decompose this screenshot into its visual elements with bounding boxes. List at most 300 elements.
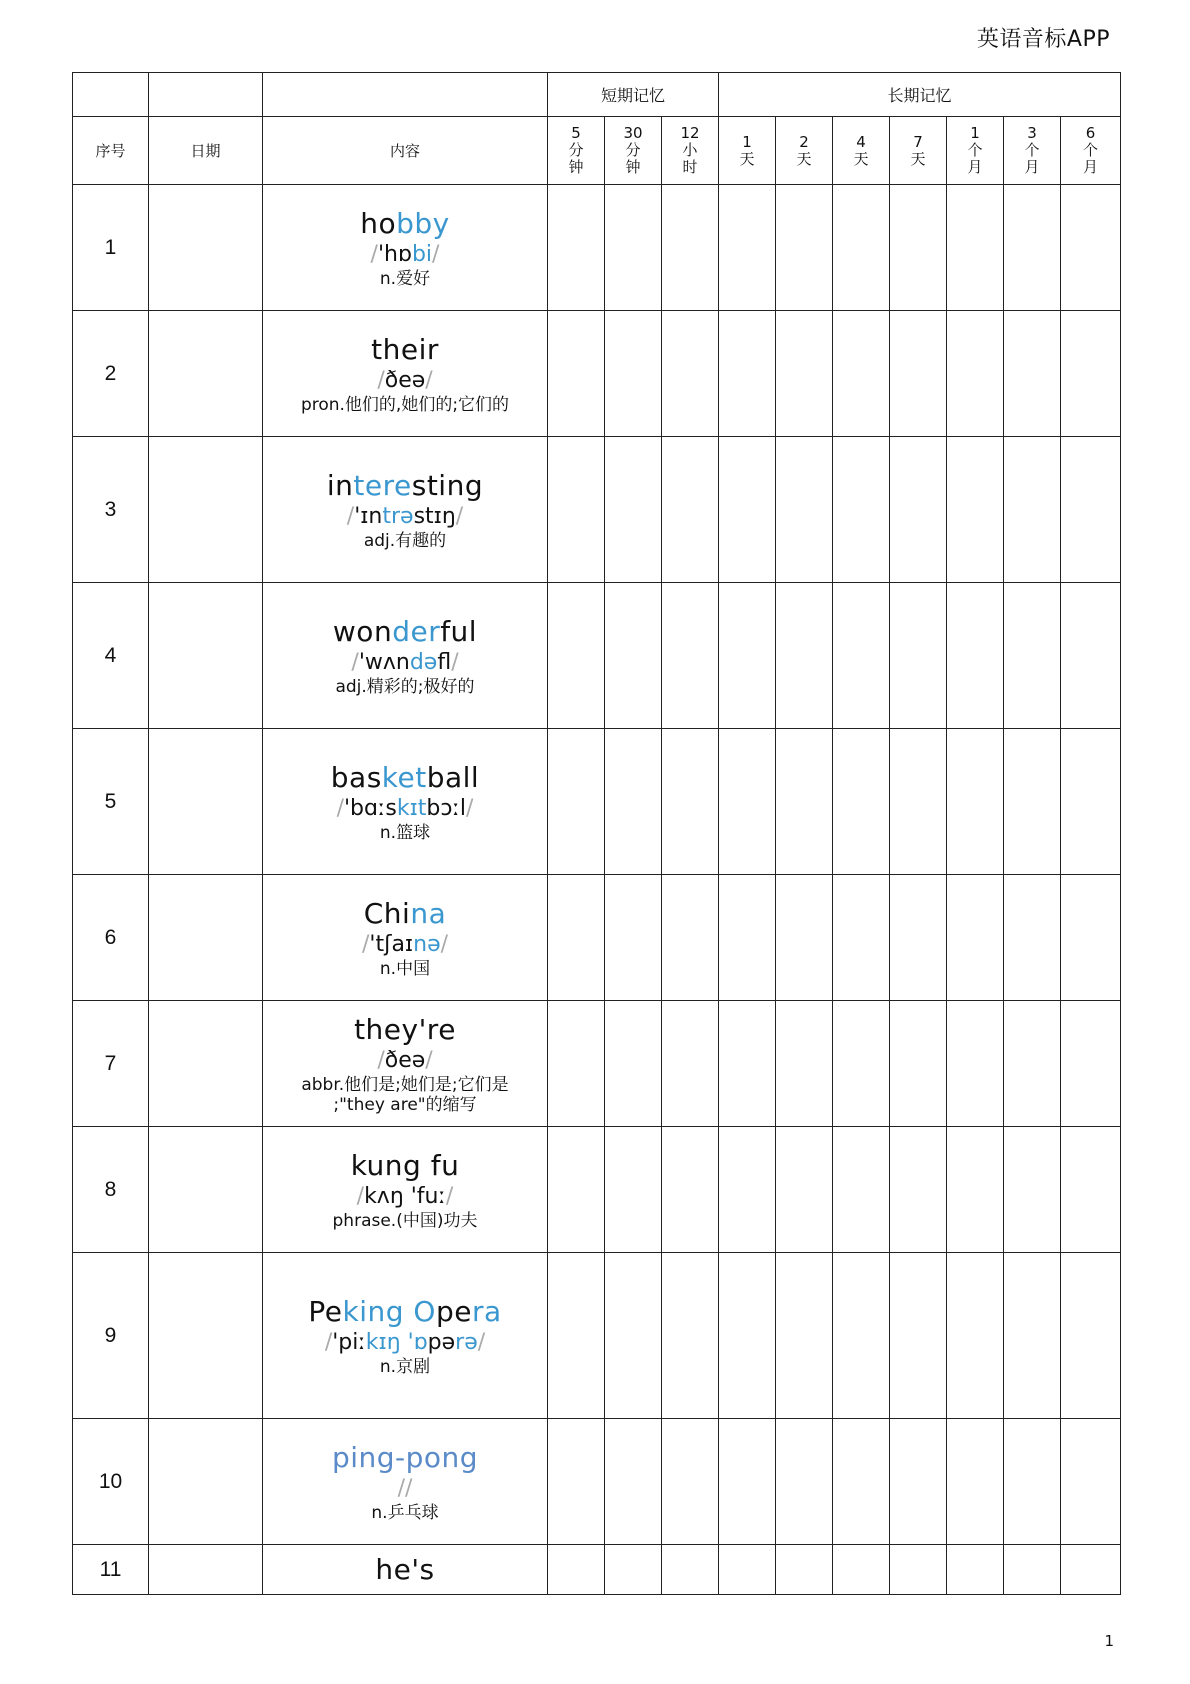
header-interval-line: 月 [1024,158,1040,176]
word-segment: king [342,1294,404,1328]
review-check-cell[interactable] [890,583,947,729]
word-segment: ball [426,760,480,794]
review-check-cell[interactable] [548,437,605,583]
phonetic-segment: 'tʃaɪ [369,931,414,957]
header-interval-line: 4 [856,132,866,151]
review-check-cell[interactable] [1061,583,1121,729]
row-index: 5 [73,729,149,875]
table-row [73,1253,1121,1419]
header-interval-line: 钟 [568,158,584,176]
review-check-cell[interactable] [548,875,605,1001]
review-check-cell[interactable] [719,729,776,875]
phonetic-slash: / [351,649,359,675]
row-index: 3 [73,437,149,583]
date-cell[interactable] [149,1127,263,1253]
header-date: 日期 [149,117,263,185]
review-check-cell[interactable] [947,1419,1004,1545]
header-interval [947,117,1004,185]
phonetic-slash: / [445,1183,454,1209]
phonetic-segment: trə [382,503,414,529]
header-interval [1061,117,1121,185]
review-check-cell[interactable] [662,311,719,437]
meaning-text: n.爱好 [379,268,431,289]
review-check-cell[interactable] [890,1419,947,1545]
phonetic-segment: də [409,649,438,675]
review-check-cell[interactable] [890,1127,947,1253]
memory-review-table [72,72,1121,1595]
review-check-cell[interactable] [947,1253,1004,1419]
review-check-cell[interactable] [776,1545,833,1595]
phonetic-slash: / [440,931,449,957]
review-check-cell[interactable] [1061,1127,1121,1253]
phonetic-segment: ðeə [384,367,426,393]
review-check-cell[interactable] [548,311,605,437]
review-check-cell[interactable] [833,1127,890,1253]
review-check-cell[interactable] [1061,1253,1121,1419]
review-check-cell[interactable] [1004,311,1061,437]
word-text [263,761,547,795]
phonetic-segment: stɪŋ [413,503,456,529]
review-check-cell[interactable] [719,1545,776,1595]
review-check-cell[interactable] [548,583,605,729]
review-check-cell[interactable] [605,875,662,1001]
review-check-cell[interactable] [947,185,1004,311]
date-cell[interactable] [149,1545,263,1595]
header-interval-line: 月 [1083,158,1099,176]
word-segment: bas [330,760,382,794]
header-interval-line: 1 [742,132,752,151]
review-check-cell[interactable] [947,1001,1004,1127]
date-cell[interactable] [149,1001,263,1127]
review-check-cell[interactable] [1061,1419,1121,1545]
phonetic-segment: 'ɪn [354,503,383,529]
header-interval-line: 分 [568,141,584,159]
review-check-cell[interactable] [1004,437,1061,583]
date-cell[interactable] [149,437,263,583]
word-segment: na [410,896,447,930]
review-check-cell[interactable] [1061,185,1121,311]
review-check-cell[interactable] [890,311,947,437]
phonetic-text [263,1183,547,1211]
header-interval-line: 个 [1083,141,1099,159]
review-check-cell[interactable] [890,1545,947,1595]
review-check-cell[interactable] [605,1001,662,1127]
meaning-text: ;"they are"的缩写 [333,1094,477,1115]
phonetic-segment: 'hɒ [377,241,412,267]
review-check-cell[interactable] [662,1419,719,1545]
row-index: 7 [73,1001,149,1127]
review-check-cell[interactable] [662,437,719,583]
review-check-cell[interactable] [1004,729,1061,875]
review-check-cell[interactable] [890,185,947,311]
review-check-cell[interactable] [947,729,1004,875]
phonetic-segment [401,1330,408,1355]
review-check-cell[interactable] [776,1001,833,1127]
phonetic-slash: / [465,795,474,821]
review-check-cell[interactable] [833,311,890,437]
phonetic-segment: 'ɒ [407,1329,428,1355]
date-cell[interactable] [149,185,263,311]
phonetic-slash: / [425,367,433,393]
review-check-cell[interactable] [1004,875,1061,1001]
phonetic-slash: / [432,241,440,267]
review-check-cell[interactable] [833,185,890,311]
phonetic-slash: / [455,503,464,529]
phonetic-segment: bɔːl [426,795,466,821]
review-check-cell[interactable] [605,1419,662,1545]
review-check-cell[interactable] [776,875,833,1001]
header-index: 序号 [73,117,149,185]
meaning-text: n.京剧 [379,1356,431,1377]
meaning-text: pron.他们的,她们的;它们的 [300,394,510,415]
header-blank-cell [263,73,548,117]
review-check-cell[interactable] [662,1127,719,1253]
phonetic-slash: / [377,367,385,393]
header-interval-line: 6 [1085,124,1096,142]
phonetic-slash: / [405,1475,413,1501]
row-index: 2 [73,311,149,437]
word-segment: he's [375,1552,435,1586]
review-check-cell[interactable] [548,1545,605,1595]
header-interval [548,117,605,185]
header-interval-line: 2 [799,132,809,151]
phonetic-segment: fl [437,649,452,675]
review-check-cell[interactable] [947,583,1004,729]
table-row [73,1127,1121,1253]
table-row [73,1545,1121,1595]
review-check-cell[interactable] [719,1253,776,1419]
header-column-row [73,117,1121,185]
header-interval [833,117,890,185]
phonetic-text [263,1329,547,1357]
review-check-cell[interactable] [662,1253,719,1419]
word-segment: bby [396,206,450,240]
content-cell [263,311,548,437]
review-check-cell[interactable] [776,185,833,311]
review-check-cell[interactable] [548,1253,605,1419]
phonetic-segment: pə [427,1329,456,1355]
phonetic-text [263,241,547,269]
content-cell [263,1001,548,1127]
date-cell[interactable] [149,311,263,437]
table-row [73,437,1121,583]
header-long-term: 长期记忆 [719,73,1121,117]
meaning-text: abbr.他们是;她们是;它们是 [301,1074,509,1095]
review-check-cell[interactable] [776,311,833,437]
review-check-cell[interactable] [605,185,662,311]
word-text [263,1441,547,1475]
word-text [263,1553,547,1587]
review-check-cell[interactable] [719,583,776,729]
word-segment: pe [435,1294,472,1328]
phonetic-segment: bi [411,241,433,267]
word-segment: ket [381,760,427,794]
phonetic-slash: / [477,1329,486,1355]
phonetic-segment: ðeə [384,1047,426,1073]
header-interval-line: 天 [910,149,926,168]
header-interval-line: 3 [1027,124,1037,142]
header-interval-line: 月 [967,158,983,176]
phonetic-text [263,931,547,959]
review-check-cell[interactable] [662,729,719,875]
review-check-cell[interactable] [776,729,833,875]
word-segment: ping-pong [331,1440,479,1474]
content-cell [263,437,548,583]
row-index: 1 [73,185,149,311]
review-check-cell[interactable] [662,583,719,729]
header-interval [776,117,833,185]
date-cell[interactable] [149,1253,263,1419]
phonetic-slash: / [370,241,378,267]
phonetic-segment: rə [455,1329,478,1355]
word-segment: ful [440,614,478,648]
word-segment: kung fu [350,1148,460,1182]
row-index: 11 [73,1545,149,1595]
review-check-cell[interactable] [605,583,662,729]
phonetic-segment: kɪŋ [365,1329,401,1355]
word-text [263,333,547,367]
phonetic-slash: / [451,649,459,675]
review-check-cell[interactable] [776,583,833,729]
word-text [263,897,547,931]
review-check-cell[interactable] [1004,583,1061,729]
review-check-cell[interactable] [1004,1419,1061,1545]
header-interval [605,117,662,185]
review-check-cell[interactable] [1004,185,1061,311]
header-interval-line: 天 [796,149,812,168]
review-check-cell[interactable] [1004,1253,1061,1419]
review-check-cell[interactable] [1061,1001,1121,1127]
review-check-cell[interactable] [548,185,605,311]
review-check-cell[interactable] [947,1545,1004,1595]
word-segment: Pe [308,1294,343,1328]
meaning-text: adj.有趣的 [363,530,447,551]
review-check-cell[interactable] [890,1253,947,1419]
word-text [263,1149,547,1183]
header-interval [719,117,776,185]
header-interval-line: 12 [680,124,700,142]
review-check-cell[interactable] [719,1001,776,1127]
review-check-cell[interactable] [833,583,890,729]
review-check-cell[interactable] [890,1001,947,1127]
header-interval [662,117,719,185]
review-check-cell[interactable] [947,311,1004,437]
header-interval-line: 天 [853,149,869,168]
table-row [73,875,1121,1001]
phonetic-segment: 'wʌn [358,649,410,675]
phonetic-slash: / [397,1475,405,1501]
review-check-cell[interactable] [1061,437,1121,583]
review-check-cell[interactable] [548,729,605,875]
table-body [73,185,1121,1595]
word-segment: they're [354,1012,456,1046]
header-interval [890,117,947,185]
content-cell [263,185,548,311]
word-segment: sting [411,468,484,502]
phonetic-text [263,1475,547,1503]
word-segment: tere [353,468,412,502]
phonetic-segment: 'piː [332,1329,366,1355]
word-text [263,469,547,503]
review-check-cell[interactable] [833,1253,890,1419]
meaning-text: phrase.(中国)功夫 [332,1210,478,1231]
header-blank-cell [73,73,149,117]
date-cell[interactable] [149,583,263,729]
header-interval-line: 天 [739,149,755,168]
header-interval-line: 1 [970,124,980,142]
review-check-cell[interactable] [662,1001,719,1127]
row-index: 6 [73,875,149,1001]
phonetic-slash: / [336,795,344,821]
word-segment: O [413,1294,436,1328]
date-cell[interactable] [149,875,263,1001]
word-segment: Chi [363,896,411,930]
header-interval-line: 时 [682,158,698,176]
review-check-cell[interactable] [890,875,947,1001]
review-check-cell[interactable] [776,1253,833,1419]
review-check-cell[interactable] [719,875,776,1001]
content-cell [263,1127,548,1253]
table-row [73,311,1121,437]
review-check-cell[interactable] [1061,311,1121,437]
content-cell [263,1419,548,1545]
phonetic-slash: / [356,1183,365,1209]
header-content: 内容 [263,117,548,185]
review-check-cell[interactable] [890,729,947,875]
row-index: 10 [73,1419,149,1545]
page-number: 1 [1104,1632,1114,1650]
word-segment: their [371,332,439,366]
review-check-cell[interactable] [605,1127,662,1253]
word-text [263,615,547,649]
table-row [73,583,1121,729]
meaning-text: n.篮球 [379,822,431,843]
header-interval-line: 5 [571,124,581,142]
review-check-cell[interactable] [833,1001,890,1127]
phonetic-text [263,795,547,823]
word-segment: ra [471,1294,502,1328]
review-check-cell[interactable] [776,1419,833,1545]
review-check-cell[interactable] [1004,1001,1061,1127]
review-check-cell[interactable] [662,875,719,1001]
phonetic-segment: nə [413,931,441,957]
review-check-cell[interactable] [833,1419,890,1545]
review-check-cell[interactable] [833,729,890,875]
review-check-cell[interactable] [719,437,776,583]
word-text [263,1295,547,1329]
content-cell [263,875,548,1001]
word-text [263,207,547,241]
phonetic-segment: kʌŋ 'fuː [364,1183,446,1209]
phonetic-slash: / [361,931,370,957]
review-check-cell[interactable] [1061,729,1121,875]
review-check-cell[interactable] [947,1127,1004,1253]
word-segment: in [326,468,354,502]
review-check-cell[interactable] [548,1419,605,1545]
header-group-row [73,73,1121,117]
review-check-cell[interactable] [605,1545,662,1595]
review-check-cell[interactable] [548,1001,605,1127]
phonetic-slash: / [324,1329,333,1355]
word-segment: der [392,614,441,648]
phonetic-slash: / [346,503,355,529]
review-check-cell[interactable] [719,1127,776,1253]
review-check-cell[interactable] [605,311,662,437]
phonetic-segment: kɪt [396,795,427,821]
phonetic-text [263,367,547,395]
date-cell[interactable] [149,1419,263,1545]
review-check-cell[interactable] [548,1127,605,1253]
review-check-cell[interactable] [776,437,833,583]
content-cell [263,583,548,729]
header-interval [1004,117,1061,185]
review-check-cell[interactable] [719,1419,776,1545]
meaning-text: adj.精彩的;极好的 [335,676,475,697]
review-check-cell[interactable] [833,437,890,583]
header-interval-line: 7 [913,132,923,151]
review-check-cell[interactable] [605,729,662,875]
phonetic-slash: / [425,1047,433,1073]
review-check-cell[interactable] [776,1127,833,1253]
brand-title: 英语音标APP [976,27,1110,52]
row-index: 9 [73,1253,149,1419]
content-cell [263,729,548,875]
review-check-cell[interactable] [947,437,1004,583]
header-interval-line: 个 [967,141,983,159]
row-index: 8 [73,1127,149,1253]
header-short-term: 短期记忆 [548,73,719,117]
review-check-cell[interactable] [890,437,947,583]
review-check-cell[interactable] [605,437,662,583]
phonetic-slash: / [377,1047,385,1073]
table-row [73,185,1121,311]
meaning-text: n.中国 [379,958,431,979]
word-segment [404,1295,413,1328]
header-interval-line: 钟 [625,158,641,176]
phonetic-text [263,1047,547,1075]
header-interval-line: 30 [623,124,643,142]
phonetic-text [263,649,547,677]
review-check-cell[interactable] [719,311,776,437]
table-row [73,1001,1121,1127]
review-check-cell[interactable] [1061,1545,1121,1595]
header-interval-line: 小 [682,141,698,159]
date-cell[interactable] [149,729,263,875]
review-check-cell[interactable] [1004,1127,1061,1253]
review-check-cell[interactable] [719,185,776,311]
row-index: 4 [73,583,149,729]
review-check-cell[interactable] [833,1545,890,1595]
review-check-cell[interactable] [1004,1545,1061,1595]
word-segment: won [332,614,393,648]
review-check-cell[interactable] [605,1253,662,1419]
header-interval-line: 个 [1024,141,1040,159]
phonetic-segment: 'bɑːs [344,795,397,821]
review-check-cell[interactable] [1061,875,1121,1001]
content-cell [263,1253,548,1419]
word-segment: ho [360,206,397,240]
review-check-cell[interactable] [662,185,719,311]
header-blank-cell [149,73,263,117]
table-row [73,1419,1121,1545]
content-cell [263,1545,548,1595]
review-check-cell[interactable] [947,875,1004,1001]
review-check-cell[interactable] [662,1545,719,1595]
word-text [263,1013,547,1047]
meaning-text: n.乒乓球 [371,1502,439,1523]
review-check-cell[interactable] [833,875,890,1001]
phonetic-text [263,503,547,531]
